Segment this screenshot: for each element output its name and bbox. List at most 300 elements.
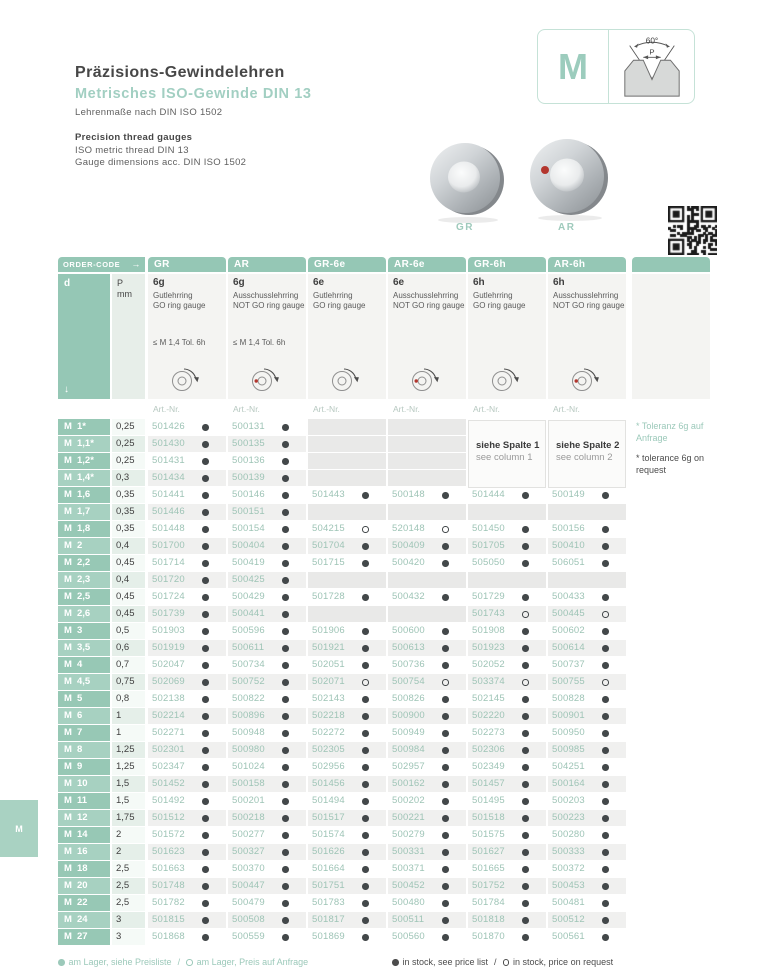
- metric-prefix: M: [64, 523, 72, 534]
- arrow-down-icon: ↓: [64, 384, 69, 395]
- article-cell: [548, 674, 626, 690]
- article-cell: [228, 742, 306, 758]
- in-stock-dot-icon: [282, 696, 289, 703]
- article-number: 506051: [552, 557, 585, 568]
- size-value: 5: [77, 693, 83, 704]
- empty-cell: [308, 436, 386, 452]
- in-stock-dot-icon: [522, 832, 529, 839]
- article-cell: [388, 759, 466, 775]
- empty-cell: [388, 504, 466, 520]
- article-number: 501450: [472, 523, 505, 534]
- empty-cell: [308, 504, 386, 520]
- pitch-value: 0,25: [116, 455, 135, 466]
- article-number: 520148: [392, 523, 425, 534]
- article-cell: [148, 487, 226, 503]
- article-number: 502220: [472, 710, 505, 721]
- in-stock-dot-icon: [362, 917, 369, 924]
- column-description-gr-6e: [308, 274, 386, 399]
- row-size-label: [58, 776, 110, 792]
- empty-cell: [388, 419, 466, 435]
- d-column-header: [58, 274, 110, 399]
- article-number: 502218: [312, 710, 345, 721]
- in-stock-dot-icon: [362, 798, 369, 805]
- gauge-type-de: Ausschusslehrring: [393, 290, 459, 300]
- article-number: 502305: [312, 744, 345, 755]
- row-pitch-cell: [112, 878, 145, 894]
- article-number: 500156: [552, 523, 585, 534]
- size-value: 1,2*: [77, 455, 94, 466]
- metric-prefix: M: [64, 914, 72, 925]
- on-request-dot-icon: [522, 679, 529, 686]
- in-stock-dot-icon: [202, 866, 209, 873]
- tolerance-class: 6h: [553, 277, 565, 288]
- go-ring-gauge-photo: [426, 138, 508, 224]
- column-description-blank: [632, 274, 710, 399]
- article-number: 500218: [232, 812, 265, 823]
- in-stock-dot-icon: [202, 560, 209, 567]
- in-stock-dot-icon: [602, 543, 609, 550]
- article-number: 500203: [552, 795, 585, 806]
- go-ring-icon: [169, 367, 205, 393]
- standard-note-de: Lehrenmaße nach DIN ISO 1502: [75, 107, 223, 118]
- row-size-label: [58, 895, 110, 911]
- article-number: 500896: [232, 710, 265, 721]
- in-stock-dot-icon: [202, 628, 209, 635]
- article-number: 500600: [392, 625, 425, 636]
- article-cell: [308, 640, 386, 656]
- empty-cell: [468, 572, 546, 588]
- in-stock-dot-icon: [362, 815, 369, 822]
- row-pitch-cell: [112, 725, 145, 741]
- in-stock-dot-icon: [442, 696, 449, 703]
- row-pitch-cell: [112, 657, 145, 673]
- article-number: 502956: [312, 761, 345, 772]
- article-cell: [228, 589, 306, 605]
- page-subtitle-en: ISO metric thread DIN 13: [75, 144, 189, 156]
- empty-cell: [388, 470, 466, 486]
- pitch-value: 3: [116, 931, 122, 942]
- article-cell: [548, 606, 626, 622]
- metric-prefix: M: [64, 591, 72, 602]
- row-pitch-cell: [112, 572, 145, 588]
- article-cell: [148, 453, 226, 469]
- column-header-ar: AR: [228, 257, 306, 272]
- article-cell: [148, 538, 226, 554]
- in-stock-dot-icon: [202, 458, 209, 465]
- article-cell: [548, 487, 626, 503]
- empty-cell: [548, 504, 626, 520]
- row-pitch-cell: [112, 538, 145, 554]
- article-cell: [308, 912, 386, 928]
- article-cell: [228, 878, 306, 894]
- table-row: [58, 793, 628, 810]
- article-cell: [148, 470, 226, 486]
- table-row: [58, 572, 628, 589]
- article-cell: [308, 861, 386, 877]
- size-value: 14: [77, 829, 88, 840]
- in-stock-dot-icon: [522, 560, 529, 567]
- metric-prefix: M: [64, 506, 72, 517]
- article-number: 500561: [552, 931, 585, 942]
- table-row: [58, 810, 628, 827]
- metric-prefix: M: [64, 863, 72, 874]
- article-cell: [388, 487, 466, 503]
- order-code-label: ORDER-CODE: [63, 260, 121, 269]
- empty-cell: [308, 606, 386, 622]
- article-number: 501623: [152, 846, 185, 857]
- column-header-gr-6e: GR-6e: [308, 257, 386, 272]
- art-nr-label: Art.-Nr.: [553, 404, 580, 414]
- profile-angle-label: 60°: [645, 36, 658, 46]
- row-size-label: [58, 793, 110, 809]
- article-number: 500453: [552, 880, 585, 891]
- article-cell: [228, 861, 306, 877]
- in-stock-dot-icon: [522, 662, 529, 669]
- article-cell: [148, 844, 226, 860]
- see-column-1-en: see column 1: [476, 452, 533, 463]
- in-stock-dot-icon: [362, 883, 369, 890]
- in-stock-dot-icon: [442, 764, 449, 771]
- size-value: 1*: [77, 421, 86, 432]
- in-stock-dot-icon: [282, 849, 289, 856]
- ring-icon-wrap: [569, 367, 605, 397]
- row-pitch-cell: [112, 487, 145, 503]
- row-pitch-cell: [112, 929, 145, 945]
- article-number: 501705: [472, 540, 505, 551]
- size-value: 22: [77, 897, 88, 908]
- article-cell: [228, 827, 306, 843]
- size-value: 4,5: [77, 676, 91, 687]
- article-number: 500826: [392, 693, 425, 704]
- row-size-label: [58, 453, 110, 469]
- article-cell: [148, 589, 226, 605]
- article-cell: [468, 844, 546, 860]
- article-cell: [228, 453, 306, 469]
- article-number: 500433: [552, 591, 585, 602]
- article-number: 500371: [392, 863, 425, 874]
- article-cell: [308, 759, 386, 775]
- row-size-label: [58, 589, 110, 605]
- article-number: 501492: [152, 795, 185, 806]
- article-number: 501518: [472, 812, 505, 823]
- ring-icon-wrap: [329, 367, 365, 397]
- ring-gauge-photos: [426, 136, 626, 240]
- page-title-en: Precision thread gauges: [75, 132, 193, 143]
- article-number: 501430: [152, 438, 185, 449]
- article-cell: [308, 725, 386, 741]
- article-number: 501743: [472, 608, 505, 619]
- tolerance-class: 6h: [473, 277, 485, 288]
- table-row: [58, 861, 628, 878]
- d-label: d: [64, 278, 71, 289]
- article-cell: [388, 878, 466, 894]
- article-number: 500280: [552, 829, 585, 840]
- article-number: 500901: [552, 710, 585, 721]
- article-cell: [228, 640, 306, 656]
- row-size-label: [58, 555, 110, 571]
- in-stock-dot-icon: [362, 492, 369, 499]
- article-cell: [228, 691, 306, 707]
- article-number: 505050: [472, 557, 505, 568]
- in-stock-dot-icon: [282, 713, 289, 720]
- pitch-value: 1,5: [116, 795, 130, 806]
- metric-prefix: M: [64, 608, 72, 619]
- article-number: 500429: [232, 591, 265, 602]
- in-stock-dot-icon: [602, 815, 609, 822]
- in-stock-dot-icon: [442, 543, 449, 550]
- on-request-dot-icon: [442, 679, 449, 686]
- size-value: 18: [77, 863, 88, 874]
- pitch-value: 0,6: [116, 642, 130, 653]
- in-stock-dot-icon: [202, 747, 209, 754]
- in-stock-dot-icon: [602, 883, 609, 890]
- article-cell: [388, 674, 466, 690]
- thread-profile-cell: [609, 30, 694, 103]
- article-number: 500139: [232, 472, 265, 483]
- in-stock-dot-icon: [442, 849, 449, 856]
- metric-prefix: M: [64, 455, 72, 466]
- column-header-gr-6h: GR-6h: [468, 257, 546, 272]
- pitch-value: 0,35: [116, 489, 135, 500]
- article-number: 500162: [392, 778, 425, 789]
- metric-prefix: M: [64, 812, 72, 823]
- table-row: [58, 776, 628, 793]
- article-number: 501517: [312, 812, 345, 823]
- article-cell: [388, 623, 466, 639]
- article-cell: [308, 827, 386, 843]
- size-value: 9: [77, 761, 83, 772]
- legend-en-open-text: in stock, price on request: [513, 957, 614, 967]
- in-stock-dot-icon: [362, 543, 369, 550]
- in-stock-dot-icon: [282, 560, 289, 567]
- in-stock-dot-icon: [202, 594, 209, 601]
- article-cell: [308, 810, 386, 826]
- article-cell: [388, 521, 466, 537]
- see-column-2-box: [548, 420, 626, 488]
- article-cell: [148, 708, 226, 724]
- article-number: 501426: [152, 421, 185, 432]
- article-cell: [308, 589, 386, 605]
- metric-prefix: M: [64, 880, 72, 891]
- size-value: 12: [77, 812, 88, 823]
- article-cell: [148, 504, 226, 520]
- see-column-1-de: siehe Spalte 1: [476, 440, 540, 451]
- in-stock-dot-icon: [522, 713, 529, 720]
- column-description-ar: [228, 274, 306, 399]
- row-pitch-cell: [112, 759, 145, 775]
- in-stock-dot-icon: [282, 917, 289, 924]
- in-stock-dot-icon: [202, 611, 209, 618]
- metric-prefix: M: [64, 710, 72, 721]
- article-cell: [228, 487, 306, 503]
- table-row: [58, 912, 628, 929]
- article-number: 501783: [312, 897, 345, 908]
- art-nr-label: Art.-Nr.: [153, 404, 180, 414]
- row-size-label: [58, 521, 110, 537]
- empty-cell: [308, 572, 386, 588]
- column-description-ar-6e: [388, 274, 466, 399]
- article-cell: [228, 606, 306, 622]
- row-pitch-cell: [112, 640, 145, 656]
- article-cell: [388, 827, 466, 843]
- ring-icon-wrap: [489, 367, 525, 397]
- on-request-dot-icon: [602, 679, 609, 686]
- in-stock-dot-icon: [522, 730, 529, 737]
- gauge-type-de: Ausschusslehrring: [233, 290, 299, 300]
- article-number: 502138: [152, 693, 185, 704]
- row-size-label: [58, 572, 110, 588]
- gauge-type-en: NOT GO ring gauge: [393, 301, 465, 310]
- art-nr-label: Art.-Nr.: [233, 404, 260, 414]
- article-cell: [228, 623, 306, 639]
- table-row: [58, 878, 628, 895]
- article-number: 500372: [552, 863, 585, 874]
- row-size-label: [58, 708, 110, 724]
- article-number: 500370: [232, 863, 265, 874]
- size-value: 2,6: [77, 608, 91, 619]
- in-stock-dot-icon: [282, 815, 289, 822]
- article-number: 500164: [552, 778, 585, 789]
- in-stock-dot-icon: [202, 815, 209, 822]
- article-number: 500559: [232, 931, 265, 942]
- in-stock-dot-icon: [282, 526, 289, 533]
- in-stock-dot-icon: [282, 730, 289, 737]
- row-size-label: [58, 504, 110, 520]
- article-number: 501923: [472, 642, 505, 653]
- table-row: [58, 895, 628, 912]
- not-go-ring-icon: [409, 367, 445, 393]
- pitch-value: 0,45: [116, 608, 135, 619]
- in-stock-dot-icon: [282, 662, 289, 669]
- article-cell: [228, 912, 306, 928]
- article-cell: [148, 878, 226, 894]
- article-number: 501444: [472, 489, 505, 500]
- metric-prefix: M: [64, 778, 72, 789]
- in-stock-dot-icon: [522, 543, 529, 550]
- article-cell: [148, 912, 226, 928]
- legend-separator: /: [494, 957, 497, 967]
- on-request-dot-icon: [442, 526, 449, 533]
- article-number: 500737: [552, 659, 585, 670]
- article-number: 502051: [312, 659, 345, 670]
- in-stock-dot-icon: [282, 764, 289, 771]
- art-nr-label: Art.-Nr.: [473, 404, 500, 414]
- row-pitch-cell: [112, 470, 145, 486]
- go-ring-icon: [489, 367, 525, 393]
- gauge-type-en: GO ring gauge: [473, 301, 526, 310]
- size-value: 2,2: [77, 557, 91, 568]
- see-column-2-de: siehe Spalte 2: [556, 440, 620, 451]
- article-number: 502349: [472, 761, 505, 772]
- in-stock-dot-icon: [202, 509, 209, 516]
- tolerance-class: 6e: [393, 277, 405, 288]
- size-value: 11: [77, 795, 88, 806]
- article-cell: [548, 657, 626, 673]
- in-stock-dot-icon: [442, 662, 449, 669]
- table-row: [58, 623, 628, 640]
- table-row: [58, 929, 628, 946]
- empty-cell: [308, 470, 386, 486]
- in-stock-dot-icon: [202, 475, 209, 482]
- article-number: 501720: [152, 574, 185, 585]
- in-stock-dot-icon: [362, 781, 369, 788]
- row-size-label: [58, 419, 110, 435]
- art-nr-label: Art.-Nr.: [393, 404, 420, 414]
- see-column-1-box: [468, 420, 546, 488]
- pitch-value: 1,5: [116, 778, 130, 789]
- in-stock-dot-icon: [282, 441, 289, 448]
- metric-prefix: M: [64, 557, 72, 568]
- gauge-type-de: Gutlehrring: [313, 290, 353, 300]
- empty-cell: [468, 504, 546, 520]
- article-number: 500980: [232, 744, 265, 755]
- article-number: 500614: [552, 642, 585, 653]
- in-stock-dot-icon: [442, 781, 449, 788]
- pitch-value: 0,25: [116, 421, 135, 432]
- article-cell: [228, 776, 306, 792]
- size-value: 3,5: [77, 642, 91, 653]
- article-number: 500409: [392, 540, 425, 551]
- article-number: 501494: [312, 795, 345, 806]
- metric-prefix: M: [64, 795, 72, 806]
- row-pitch-cell: [112, 555, 145, 571]
- article-number: 500736: [392, 659, 425, 670]
- row-pitch-cell: [112, 827, 145, 843]
- article-cell: [148, 657, 226, 673]
- pitch-value: 1,25: [116, 761, 135, 772]
- in-stock-dot-icon: [602, 713, 609, 720]
- pitch-value: 3: [116, 914, 122, 925]
- gauge-type-de: Ausschusslehrring: [553, 290, 619, 300]
- in-stock-dot-icon: [442, 815, 449, 822]
- in-stock-dot-icon: [522, 764, 529, 771]
- pitch-value: 1: [116, 727, 122, 738]
- in-stock-dot-icon: [282, 934, 289, 941]
- article-number: 501784: [472, 897, 505, 908]
- gauge-type-de: Gutlehrring: [473, 290, 513, 300]
- table-row: [58, 844, 628, 861]
- column-header-blank: [632, 257, 710, 272]
- article-number: 500331: [392, 846, 425, 857]
- article-number: 500279: [392, 829, 425, 840]
- in-stock-dot-icon: [282, 747, 289, 754]
- article-cell: [468, 640, 546, 656]
- article-cell: [308, 895, 386, 911]
- article-number: 501456: [312, 778, 345, 789]
- article-number: 500158: [232, 778, 265, 789]
- in-stock-dot-icon: [202, 917, 209, 924]
- article-cell: [388, 657, 466, 673]
- not-go-ring-icon: [569, 367, 605, 393]
- gauge-type-en: NOT GO ring gauge: [553, 301, 625, 310]
- article-cell: [308, 623, 386, 639]
- in-stock-dot-icon: [442, 934, 449, 941]
- article-number: 501752: [472, 880, 505, 891]
- row-size-label: [58, 810, 110, 826]
- in-stock-dot-icon: [602, 696, 609, 703]
- article-number: 501664: [312, 863, 345, 874]
- article-cell: [468, 538, 546, 554]
- article-number: 501575: [472, 829, 505, 840]
- pitch-value: 1,75: [116, 812, 135, 823]
- article-number: 501906: [312, 625, 345, 636]
- article-cell: [148, 436, 226, 452]
- in-stock-dot-icon: [202, 713, 209, 720]
- in-stock-dot-icon: [442, 798, 449, 805]
- article-cell: [548, 708, 626, 724]
- in-stock-dot-icon: [362, 645, 369, 652]
- pitch-value: 2: [116, 829, 122, 840]
